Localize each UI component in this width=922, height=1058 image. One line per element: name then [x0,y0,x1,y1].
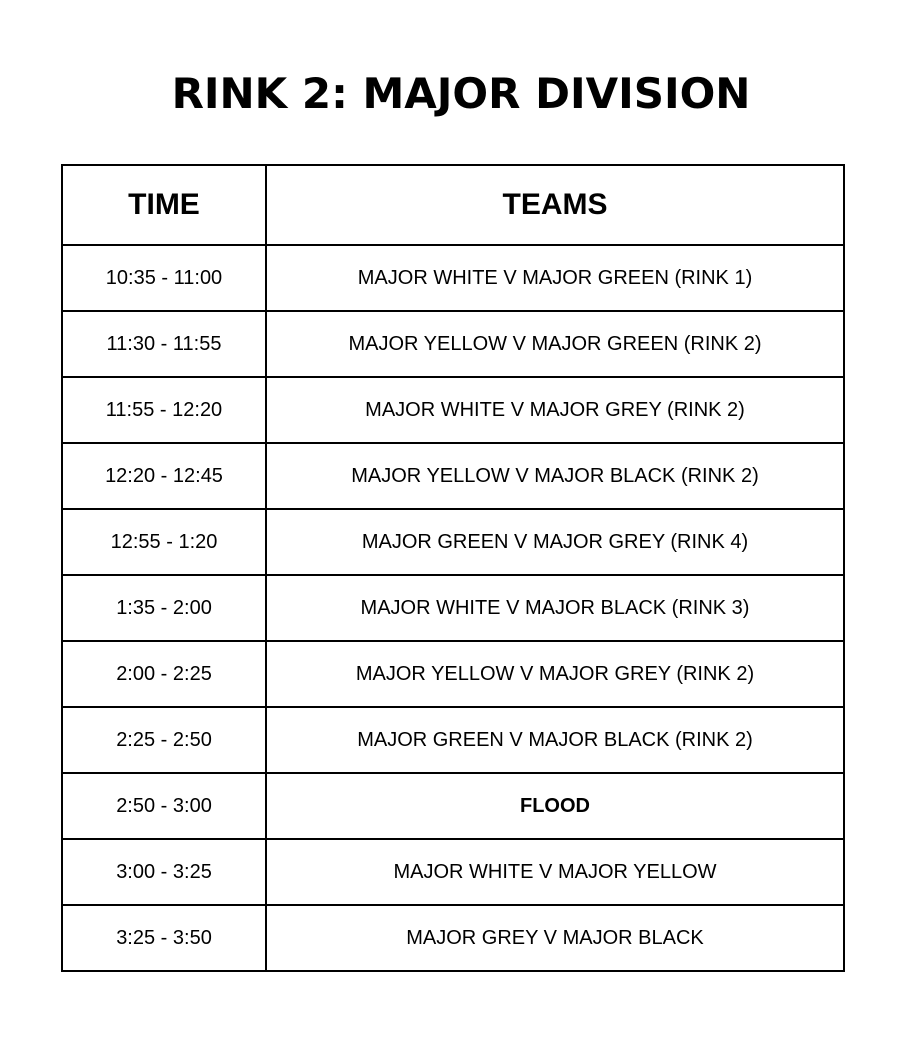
teams-cell: MAJOR WHITE V MAJOR GREEN (RINK 1) [266,245,844,311]
teams-cell: MAJOR WHITE V MAJOR YELLOW [266,839,844,905]
column-header-teams: TEAMS [266,165,844,245]
column-header-time: TIME [62,165,266,245]
time-cell: 10:35 - 11:00 [62,245,266,311]
table-row [62,311,844,377]
time-cell: 1:35 - 2:00 [62,575,266,641]
flood-cell: FLOOD [266,773,844,839]
table-row [62,245,844,311]
teams-cell: MAJOR WHITE V MAJOR GREY (RINK 2) [266,377,844,443]
teams-cell: MAJOR GREEN V MAJOR GREY (RINK 4) [266,509,844,575]
time-cell: 11:55 - 12:20 [62,377,266,443]
teams-cell: MAJOR GREEN V MAJOR BLACK (RINK 2) [266,707,844,773]
time-cell: 2:50 - 3:00 [62,773,266,839]
table-row [62,509,844,575]
teams-cell: MAJOR GREY V MAJOR BLACK [266,905,844,971]
table-row [62,575,844,641]
time-cell: 12:55 - 1:20 [62,509,266,575]
table-row [62,641,844,707]
table-row [62,905,844,971]
table-header-row [62,165,844,245]
time-cell: 2:00 - 2:25 [62,641,266,707]
time-cell: 3:00 - 3:25 [62,839,266,905]
time-cell: 3:25 - 3:50 [62,905,266,971]
schedule-table [61,164,845,972]
table-row-flood [62,773,844,839]
time-cell: 11:30 - 11:55 [62,311,266,377]
table-row [62,839,844,905]
teams-cell: MAJOR YELLOW V MAJOR GREEN (RINK 2) [266,311,844,377]
page-title: RINK 2: MAJOR DIVISION [171,69,751,118]
time-cell: 12:20 - 12:45 [62,443,266,509]
table-row [62,443,844,509]
teams-cell: MAJOR WHITE V MAJOR BLACK (RINK 3) [266,575,844,641]
table-row [62,377,844,443]
table-row [62,707,844,773]
time-cell: 2:25 - 2:50 [62,707,266,773]
teams-cell: MAJOR YELLOW V MAJOR BLACK (RINK 2) [266,443,844,509]
teams-cell: MAJOR YELLOW V MAJOR GREY (RINK 2) [266,641,844,707]
